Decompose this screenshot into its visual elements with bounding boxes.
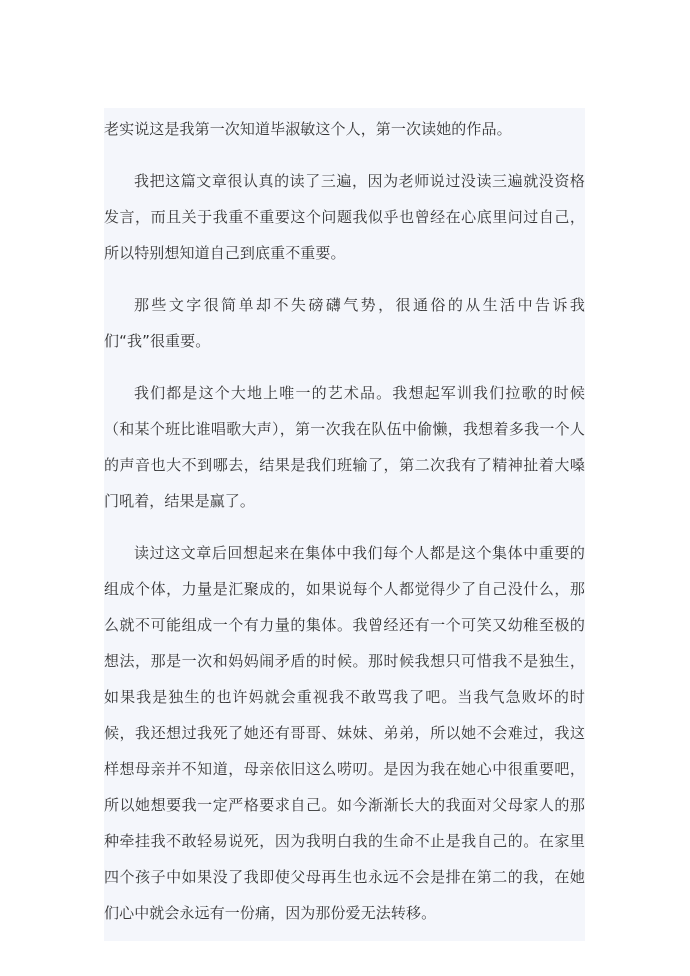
paragraph: 我们都是这个大地上唯一的艺术品。我想起军训我们拉歌的时候（和某个班比谁唱歌大声），第一次我在队伍中偷懒，我想着多我一个人的声音也大不到哪去，结果是我们班输了，第二次我有了精神扯着大嗓门吼着，结果是赢了。	[104, 384, 585, 510]
article-body	[104, 108, 585, 941]
paragraph: 读过这文章后回想起来在集体中我们每个人都是这个集体中重要的组成个体，力量是汇聚成的，如果说每个人都觉得少了自己没什么，那么就不可能组成一个有力量的集体。我曾经还有一个可笑又幼稚至极的想法，那是一次和妈妈闹矛盾的时候。那时候我想只可惜我不是独生，如果我是独生的也许妈就会重视我不敢骂我了吧。当我气急败坏的时候，我还想过我死了她还有哥哥、妹妹、弟弟，所以她不会难过，我这样想母亲并不知道，母亲依旧这么唠叨。是因为我在她心中很重要吧，所以她想要我一定严格要求自己。如今渐渐长大的我面对父母家人的那种牵挂我不敢轻易说死，因为我明白我的生命不止是我自己的。在家里四个孩子中如果没了我即使父母再生也永远不会是排在第二的我，在她们心中就会永远有一份痛，因为那份爱无法转移。	[104, 544, 585, 922]
paragraph: 我把这篇文章很认真的读了三遍，因为老师说过没读三遍就没资格发言，而且关于我重不重要这个问题我似乎也曾经在心底里问过自己，所以特别想知道自己到底重不重要。	[104, 172, 585, 262]
paragraph: 那些文字很简单却不失磅礴气势，很通俗的从生活中告诉我们“我”很重要。	[104, 296, 585, 350]
paragraph: 老实说这是我第一次知道毕淑敏这个人，第一次读她的作品。	[104, 120, 512, 138]
